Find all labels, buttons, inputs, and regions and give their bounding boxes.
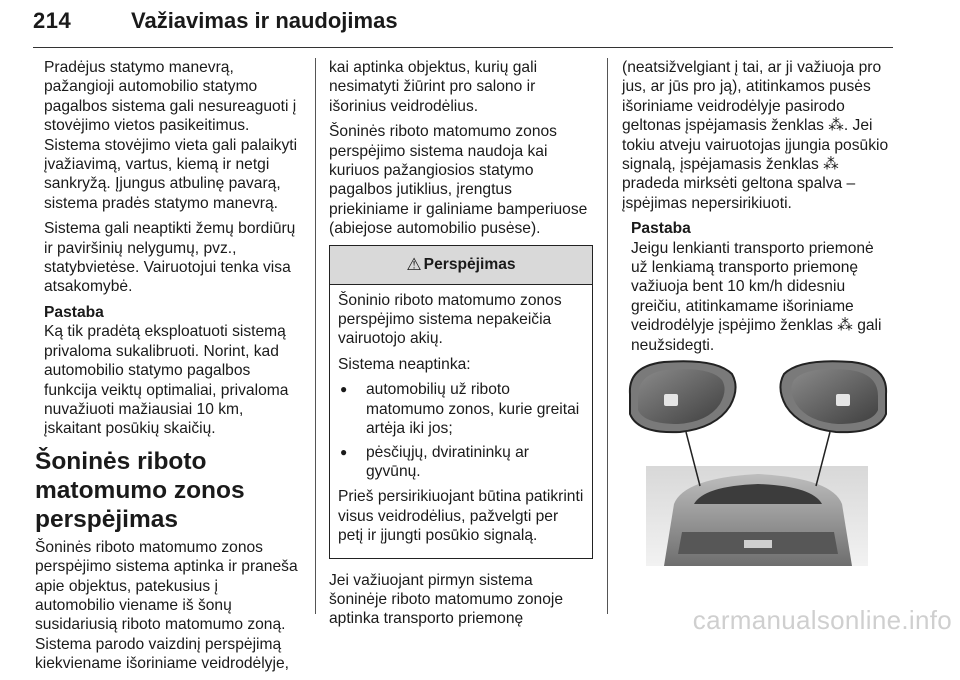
paragraph: kai aptinka objektus, kurių gali nesimatyti žiūrint pro salono ir išorinius veidrodėlius.: [329, 59, 538, 115]
chapter-title: Važiavimas ir naudojimas: [131, 8, 398, 33]
column-3: [622, 58, 890, 361]
warning-box: [329, 245, 593, 559]
page-number: 214: [33, 8, 72, 33]
header-rule: [33, 47, 893, 48]
section-heading: Šoninės riboto matomumo zonos perspėjimas: [35, 447, 245, 533]
column-2: [329, 58, 593, 635]
paragraph: Pradėjus statymo manevrą, pažangioji automobilio statymo pagalbos sistema gali nesureaguoti į stovėjimo vietos pasikeitimus. Sistema stovėjimo vieta gali palaikyti įvažiavimą, vartus, kiemą ir netgi sankryžą. Įjungus atbulinę pavarą, sistema pradės statymo manevrą.: [44, 59, 298, 212]
paragraph: Prieš persirikiuojant būtina patikrinti visus veidrodėlius, pažvelgti per petį ir įjungti posūkio signalą.: [338, 488, 584, 545]
paragraph: Sistema neaptinka:: [338, 355, 471, 373]
warning-triangle-icon: ⚠: [406, 254, 422, 274]
paragraph: Šoninės riboto matomumo zonos perspėjimo sistema naudoja kai kuriuos pažangiosios statymo pagalbos jutiklius, įrengtus priekiniame ir galiniame bamperiuose (abiejose automobilio pusėse).: [329, 123, 588, 238]
paragraph: Jei važiuojant pirmyn sistema šoninėje riboto matomumo zonoje aptinka transporto priemonę: [329, 571, 564, 628]
column-1: [35, 58, 301, 680]
blind-spot-warning-icon: [836, 394, 850, 406]
paragraph: Šoninio riboto matomumo zonos perspėjimo sistema nepakeičia vairuotojo akių.: [338, 291, 562, 348]
mirror-illustration-svg: [624, 354, 892, 566]
intro-block: [35, 58, 301, 439]
blind-spot-warning-icon: [664, 394, 678, 406]
warning-title: Perspėjimas: [423, 255, 516, 273]
column-divider: [315, 58, 316, 614]
note-title: Pastaba: [631, 220, 691, 238]
warning-body: [330, 285, 592, 558]
paragraph: Šoninės riboto matomumo zonos perspėjimo sistema aptinka ir praneša apie objektus, patekusius į automobilio viename iš šonų susidariusią riboto matomumo zoną. Sistema parodo vaizdinį perspėjimą kiekviename išoriniame veidrodėlyje,: [35, 538, 298, 673]
warning-list: [338, 380, 584, 481]
warning-header: [330, 246, 592, 285]
list-item: ● pėsčiųjų, dviratininkų ar gyvūnų.: [338, 443, 584, 482]
list-item: ● automobilių už riboto matomumo zonos, kurie greitai artėja iki jos;: [338, 380, 584, 438]
page-header: [33, 8, 893, 44]
note-title: Pastaba: [44, 303, 104, 321]
car-rear-image: [646, 466, 868, 566]
note-text: Ką tik pradėtą eksploatuoti sistemą privaloma sukalibruoti. Norint, kad automobilio statymo pagalbos funkcija veiktų optimaliai, privaloma nuvažiuoti mažiausiai 10 km, įskaitant posūkių skaičių.: [44, 323, 289, 438]
paragraph: Sistema gali neaptikti žemų bordiūrų ir paviršinių nelygumų, pvz., statybvietėse. Vairuotojui tenka visa atsakomybė.: [44, 220, 296, 296]
paragraph: (neatsižvelgiant į tai, ar ji važiuoja pro jus, ar jūs pro ją), atitinkamos pusės išoriniame veidrodėlyje pasirodo geltonas įspėjamasis ženklas ⁂. Jei tokiu atveju vairuotojas įjungia posūkio signalą, įspėjamasis ženklas ⁂ pradeda mirksėti geltona spalva – įspėjimas nepersirikiuoti.: [622, 59, 889, 212]
watermark: carmanualsonline.info: [692, 605, 952, 635]
mirror-illustration: [624, 354, 892, 566]
column-divider: [607, 58, 608, 614]
note-text: Jeigu lenkianti transporto priemonė už lenkiamą transporto priemonę važiuoja bent 10 km/h didesniu greičiu, atitinkamame išoriniame veidrodėlyje įspėjimo ženklas ⁂ gali neužsidegti.: [631, 239, 882, 354]
note-block: [622, 219, 890, 355]
